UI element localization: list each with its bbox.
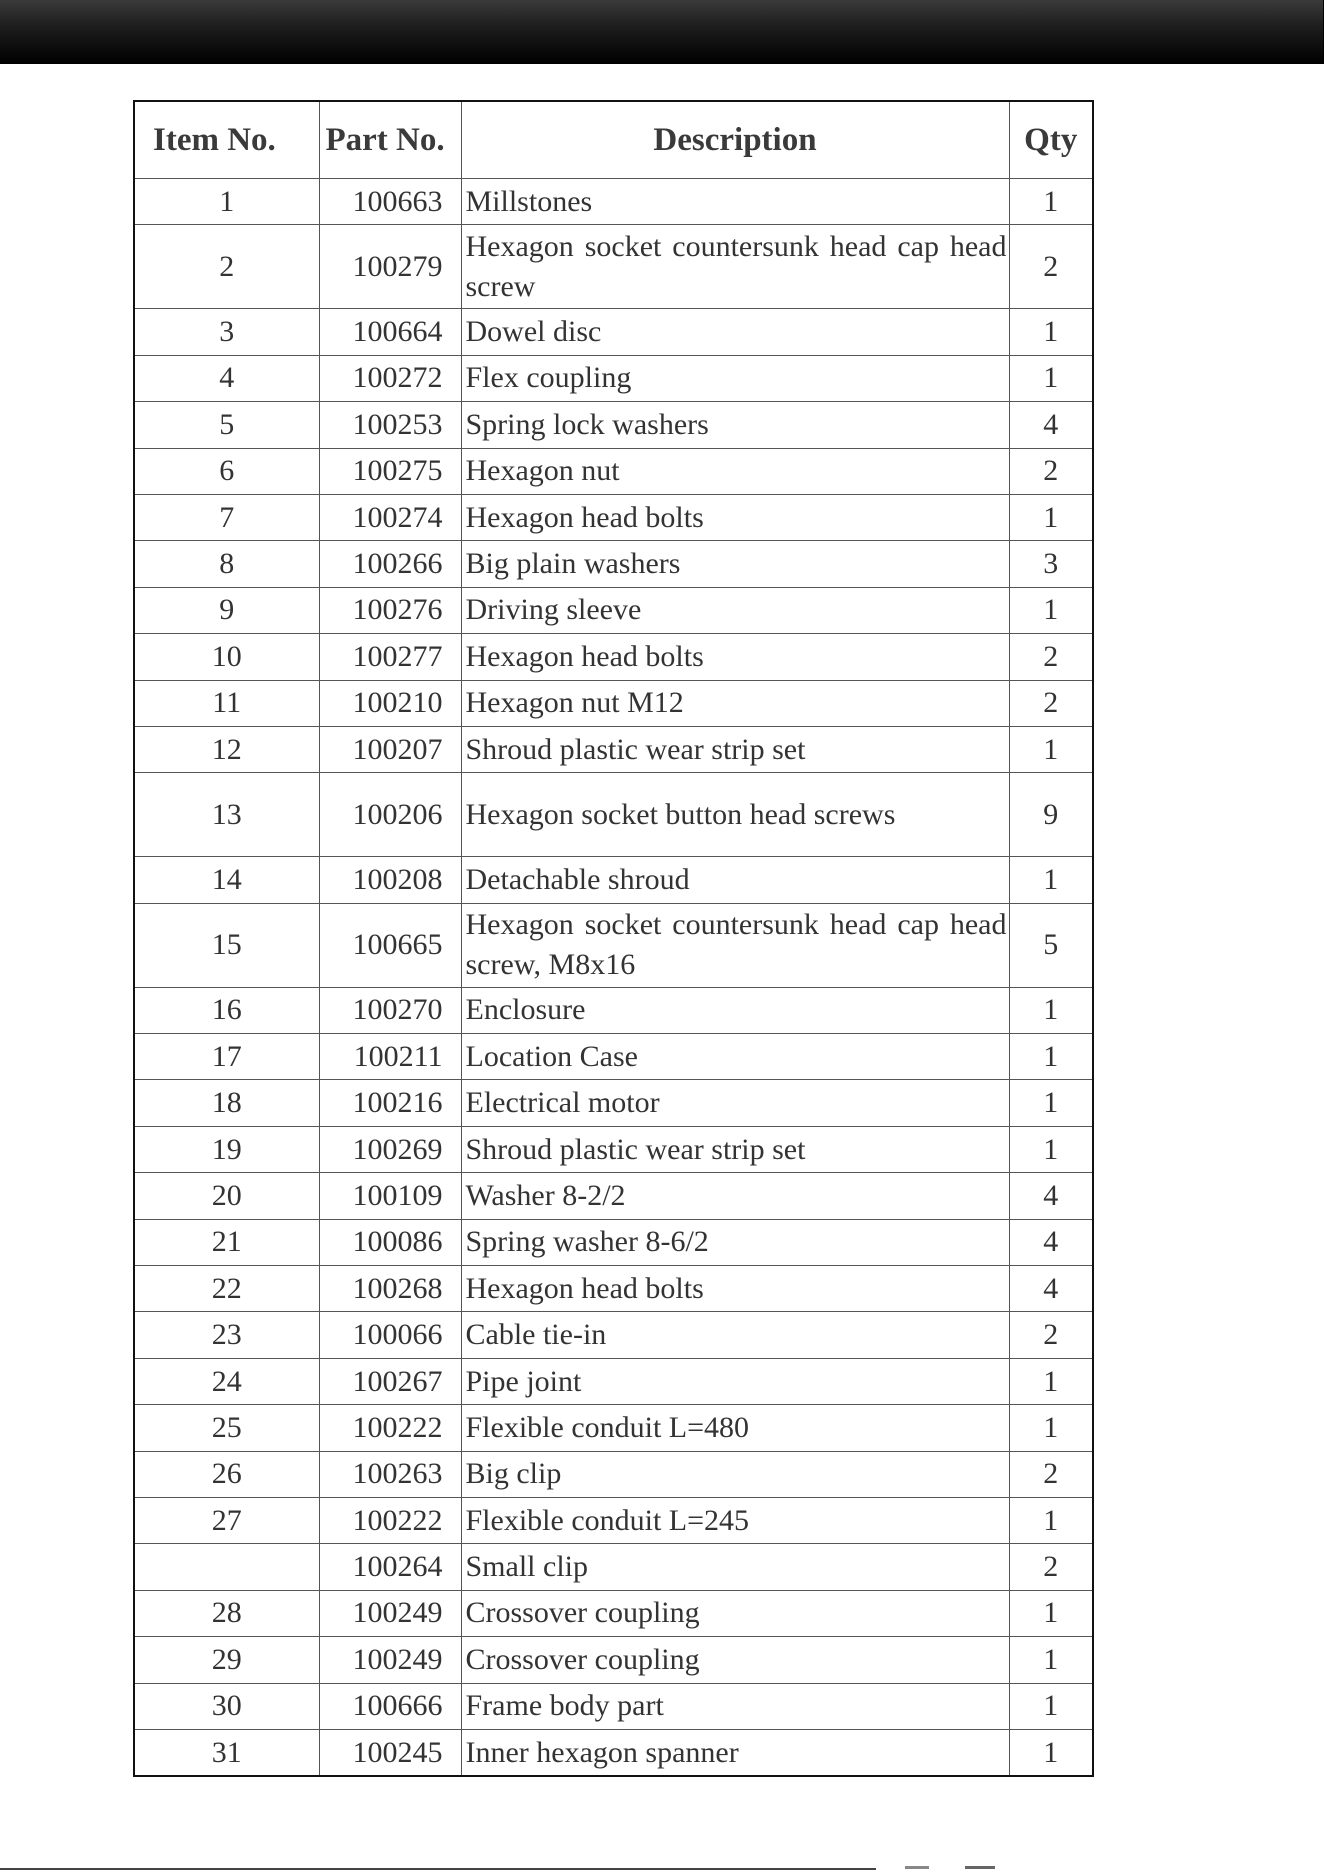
part-no-cell: 100269: [319, 1126, 461, 1172]
qty-cell: 3: [1009, 541, 1093, 587]
part-no-cell: 100207: [319, 726, 461, 772]
table-row: [134, 309, 1093, 355]
qty-cell: 1: [1009, 726, 1093, 772]
table-row: [134, 1126, 1093, 1172]
qty-cell: 1: [1009, 179, 1093, 225]
table-row: [134, 1219, 1093, 1265]
qty-cell: 2: [1009, 225, 1093, 309]
description-cell: Washer 8-2/2: [461, 1173, 1009, 1219]
table-row: [134, 179, 1093, 225]
description-cell: Flex coupling: [461, 355, 1009, 401]
item-no-cell: 5: [134, 402, 319, 448]
table-row: [134, 1451, 1093, 1497]
item-no-cell: 7: [134, 494, 319, 540]
description-cell: Crossover coupling: [461, 1637, 1009, 1683]
table-row: [134, 680, 1093, 726]
item-no-cell: 26: [134, 1451, 319, 1497]
qty-cell: 1: [1009, 1034, 1093, 1080]
footer-mark: [905, 1866, 929, 1869]
qty-cell: 2: [1009, 448, 1093, 494]
part-no-cell: 100245: [319, 1729, 461, 1776]
qty-cell: 4: [1009, 402, 1093, 448]
qty-cell: 2: [1009, 634, 1093, 680]
description-cell: Big clip: [461, 1451, 1009, 1497]
description-cell: Shroud plastic wear strip set: [461, 1126, 1009, 1172]
part-no-cell: 100276: [319, 587, 461, 633]
qty-cell: 1: [1009, 1126, 1093, 1172]
part-no-cell: 100208: [319, 857, 461, 903]
qty-cell: 2: [1009, 1312, 1093, 1358]
table-row: [134, 634, 1093, 680]
qty-cell: 1: [1009, 587, 1093, 633]
part-no-cell: 100267: [319, 1358, 461, 1404]
qty-cell: 9: [1009, 773, 1093, 857]
item-no-cell: 12: [134, 726, 319, 772]
description-cell: Enclosure: [461, 987, 1009, 1033]
item-no-cell: 10: [134, 634, 319, 680]
qty-cell: 1: [1009, 1683, 1093, 1729]
table-row: [134, 903, 1093, 987]
table-row: [134, 1358, 1093, 1404]
qty-cell: 4: [1009, 1266, 1093, 1312]
item-no-cell: 18: [134, 1080, 319, 1126]
table-row: [134, 1683, 1093, 1729]
item-no-cell: 9: [134, 587, 319, 633]
part-no-cell: 100279: [319, 225, 461, 309]
description-cell: Hexagon socket button head screws: [461, 773, 1009, 857]
item-no-cell: 4: [134, 355, 319, 401]
part-no-cell: 100210: [319, 680, 461, 726]
table-row: [134, 1590, 1093, 1636]
item-no-cell: 15: [134, 903, 319, 987]
description-cell: Cable tie-in: [461, 1312, 1009, 1358]
footer-mark: [965, 1866, 995, 1869]
description-cell: Hexagon socket countersunk head cap head screw, M8x16: [461, 903, 1009, 987]
description-cell: Millstones: [461, 179, 1009, 225]
item-no-cell: 24: [134, 1358, 319, 1404]
part-no-cell: 100274: [319, 494, 461, 540]
description-cell: Driving sleeve: [461, 587, 1009, 633]
part-no-cell: 100268: [319, 1266, 461, 1312]
item-no-cell: 13: [134, 773, 319, 857]
description-cell: Pipe joint: [461, 1358, 1009, 1404]
footer-rule: [0, 1868, 876, 1870]
table-row: [134, 857, 1093, 903]
qty-cell: 1: [1009, 1497, 1093, 1543]
part-no-cell: 100272: [319, 355, 461, 401]
qty-cell: 4: [1009, 1219, 1093, 1265]
table-row: [134, 225, 1093, 309]
description-cell: Hexagon head bolts: [461, 494, 1009, 540]
part-no-cell: 100263: [319, 1451, 461, 1497]
table-row: [134, 587, 1093, 633]
item-no-cell: [134, 1544, 319, 1590]
item-no-cell: 14: [134, 857, 319, 903]
part-no-cell: 100266: [319, 541, 461, 587]
description-cell: Shroud plastic wear strip set: [461, 726, 1009, 772]
qty-cell: 1: [1009, 1729, 1093, 1776]
table-row: [134, 1034, 1093, 1080]
description-cell: Location Case: [461, 1034, 1009, 1080]
table-row: [134, 1405, 1093, 1451]
qty-cell: 2: [1009, 1451, 1093, 1497]
part-no-cell: 100270: [319, 987, 461, 1033]
description-cell: Frame body part: [461, 1683, 1009, 1729]
item-no-cell: 19: [134, 1126, 319, 1172]
qty-cell: 1: [1009, 857, 1093, 903]
item-no-cell: 16: [134, 987, 319, 1033]
part-no-cell: 100066: [319, 1312, 461, 1358]
table-row: [134, 987, 1093, 1033]
qty-cell: 1: [1009, 494, 1093, 540]
table-row: [134, 1173, 1093, 1219]
table-row: [134, 355, 1093, 401]
part-no-cell: 100666: [319, 1683, 461, 1729]
table-header-row: [134, 101, 1093, 179]
qty-cell: 1: [1009, 1405, 1093, 1451]
part-no-cell: 100277: [319, 634, 461, 680]
table-row: [134, 1312, 1093, 1358]
table-row: [134, 1544, 1093, 1590]
column-header-description: Description: [461, 101, 1009, 179]
part-no-cell: 100275: [319, 448, 461, 494]
parts-list-container: [133, 100, 1092, 1777]
item-no-cell: 3: [134, 309, 319, 355]
qty-cell: 1: [1009, 309, 1093, 355]
item-no-cell: 28: [134, 1590, 319, 1636]
part-no-cell: 100086: [319, 1219, 461, 1265]
description-cell: Crossover coupling: [461, 1590, 1009, 1636]
item-no-cell: 17: [134, 1034, 319, 1080]
table-row: [134, 1080, 1093, 1126]
description-cell: Hexagon nut: [461, 448, 1009, 494]
qty-cell: 2: [1009, 1544, 1093, 1590]
description-cell: Hexagon head bolts: [461, 1266, 1009, 1312]
part-no-cell: 100249: [319, 1637, 461, 1683]
part-no-cell: 100222: [319, 1405, 461, 1451]
item-no-cell: 25: [134, 1405, 319, 1451]
part-no-cell: 100664: [319, 309, 461, 355]
qty-cell: 1: [1009, 355, 1093, 401]
description-cell: Detachable shroud: [461, 857, 1009, 903]
description-cell: Dowel disc: [461, 309, 1009, 355]
table-row: [134, 1729, 1093, 1776]
item-no-cell: 11: [134, 680, 319, 726]
description-cell: Spring washer 8-6/2: [461, 1219, 1009, 1265]
part-no-cell: 100206: [319, 773, 461, 857]
part-no-cell: 100665: [319, 903, 461, 987]
qty-cell: 2: [1009, 680, 1093, 726]
qty-cell: 1: [1009, 1080, 1093, 1126]
top-header-bar: [0, 0, 1324, 64]
table-row: [134, 773, 1093, 857]
part-no-cell: 100663: [319, 179, 461, 225]
part-no-cell: 100211: [319, 1034, 461, 1080]
parts-table: [133, 100, 1094, 1777]
part-no-cell: 100222: [319, 1497, 461, 1543]
column-header-part-no: Part No.: [319, 101, 461, 179]
column-header-item-no: Item No.: [134, 101, 319, 179]
table-row: [134, 448, 1093, 494]
table-row: [134, 726, 1093, 772]
table-row: [134, 402, 1093, 448]
qty-cell: 1: [1009, 1637, 1093, 1683]
description-cell: Hexagon socket countersunk head cap head screw: [461, 225, 1009, 309]
item-no-cell: 8: [134, 541, 319, 587]
qty-cell: 4: [1009, 1173, 1093, 1219]
table-row: [134, 1266, 1093, 1312]
column-header-qty: Qty: [1009, 101, 1093, 179]
part-no-cell: 100216: [319, 1080, 461, 1126]
item-no-cell: 2: [134, 225, 319, 309]
item-no-cell: 31: [134, 1729, 319, 1776]
item-no-cell: 29: [134, 1637, 319, 1683]
item-no-cell: 20: [134, 1173, 319, 1219]
table-row: [134, 1497, 1093, 1543]
description-cell: Flexible conduit L=480: [461, 1405, 1009, 1451]
item-no-cell: 27: [134, 1497, 319, 1543]
table-row: [134, 541, 1093, 587]
part-no-cell: 100264: [319, 1544, 461, 1590]
description-cell: Electrical motor: [461, 1080, 1009, 1126]
qty-cell: 1: [1009, 1358, 1093, 1404]
description-cell: Hexagon head bolts: [461, 634, 1009, 680]
item-no-cell: 30: [134, 1683, 319, 1729]
description-cell: Big plain washers: [461, 541, 1009, 587]
table-row: [134, 494, 1093, 540]
qty-cell: 5: [1009, 903, 1093, 987]
description-cell: Flexible conduit L=245: [461, 1497, 1009, 1543]
item-no-cell: 23: [134, 1312, 319, 1358]
description-cell: Inner hexagon spanner: [461, 1729, 1009, 1776]
item-no-cell: 6: [134, 448, 319, 494]
part-no-cell: 100253: [319, 402, 461, 448]
item-no-cell: 21: [134, 1219, 319, 1265]
qty-cell: 1: [1009, 1590, 1093, 1636]
description-cell: Hexagon nut M12: [461, 680, 1009, 726]
item-no-cell: 22: [134, 1266, 319, 1312]
qty-cell: 1: [1009, 987, 1093, 1033]
item-no-cell: 1: [134, 179, 319, 225]
table-body: [134, 179, 1093, 1777]
description-cell: Spring lock washers: [461, 402, 1009, 448]
part-no-cell: 100109: [319, 1173, 461, 1219]
table-row: [134, 1637, 1093, 1683]
description-cell: Small clip: [461, 1544, 1009, 1590]
part-no-cell: 100249: [319, 1590, 461, 1636]
